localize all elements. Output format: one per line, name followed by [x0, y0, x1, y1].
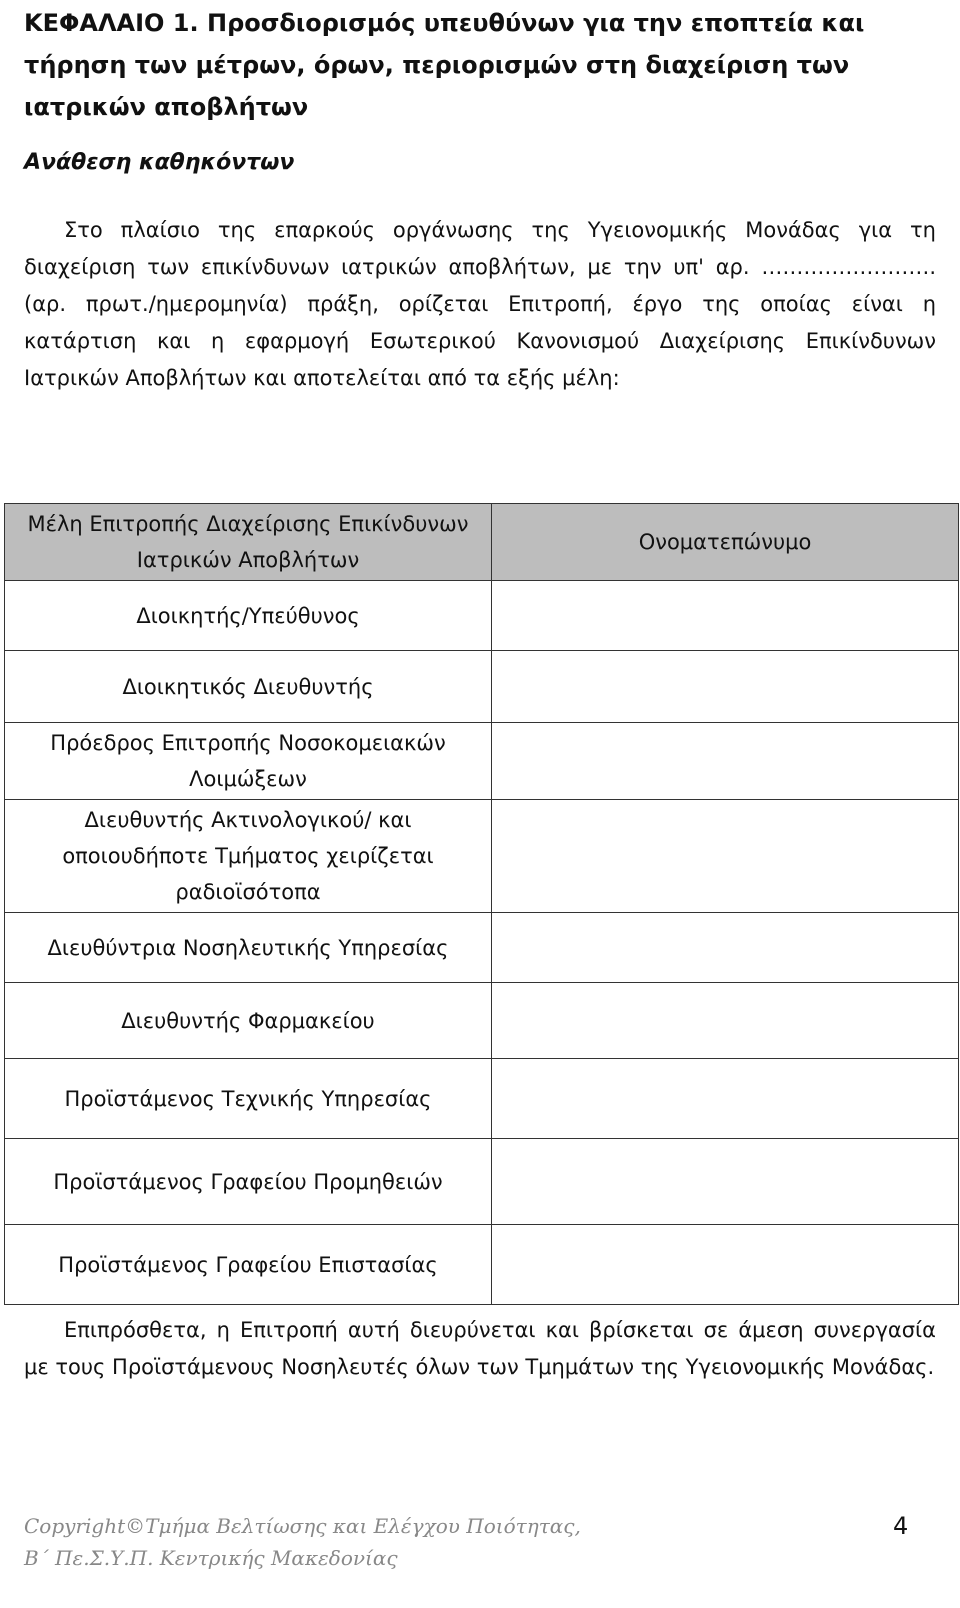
table-row	[5, 913, 959, 983]
name-cell[interactable]	[492, 913, 959, 983]
table-row	[5, 651, 959, 723]
table-row	[5, 1225, 959, 1305]
role-cell: Προϊστάμενος Γραφείου Επιστασίας	[5, 1225, 492, 1305]
name-cell[interactable]	[492, 800, 959, 913]
footer-copyright: Copyright©Τμήμα Βελτίωσης και Ελέγχου Ποιότητας,	[24, 1514, 581, 1538]
page-number: 4	[893, 1512, 909, 1540]
committee-members-table	[4, 503, 959, 1305]
role-cell: Πρόεδρος Επιτροπής Νοσοκομειακών Λοιμώξεων	[5, 723, 492, 800]
name-cell[interactable]	[492, 983, 959, 1059]
role-cell: Διευθυντής Ακτινολογικού/ και οποιουδήποτε Τμήματος χειρίζεται ραδιοϊσότοπα	[5, 800, 492, 913]
table-row	[5, 581, 959, 651]
footer-organization: Β΄ Πε.Σ.Υ.Π. Κεντρικής Μακεδονίας	[24, 1546, 398, 1570]
section-heading: Ανάθεση καθηκόντων	[24, 150, 295, 175]
role-cell: Διοικητής/Υπεύθυνος	[5, 581, 492, 651]
table-row	[5, 1139, 959, 1225]
name-cell[interactable]	[492, 651, 959, 723]
role-cell: Διευθυντής Φαρμακείου	[5, 983, 492, 1059]
footer	[24, 1510, 581, 1574]
chapter-title: ΚΕΦΑΛΑΙΟ 1. Προσδιορισμός υπευθύνων για την εποπτεία και τήρηση των μέτρων, όρων, περιορισμών στη διαχείριση των ιατρικών αποβλήτων	[24, 9, 865, 121]
name-cell[interactable]	[492, 1139, 959, 1225]
role-cell: Διευθύντρια Νοσηλευτικής Υπηρεσίας	[5, 913, 492, 983]
table-row	[5, 800, 959, 913]
table-row	[5, 1059, 959, 1139]
name-cell[interactable]	[492, 581, 959, 651]
table-row	[5, 983, 959, 1059]
table-header-row	[5, 504, 959, 581]
header-name: Ονοματεπώνυμο	[492, 504, 959, 581]
name-cell[interactable]	[492, 1059, 959, 1139]
name-cell[interactable]	[492, 723, 959, 800]
name-cell[interactable]	[492, 1225, 959, 1305]
role-cell: Διοικητικός Διευθυντής	[5, 651, 492, 723]
header-role: Μέλη Επιτροπής Διαχείρισης Επικίνδυνων Ιατρικών Αποβλήτων	[5, 504, 492, 581]
role-cell: Προϊστάμενος Γραφείου Προμηθειών	[5, 1139, 492, 1225]
table-row	[5, 723, 959, 800]
role-cell: Προϊστάμενος Τεχνικής Υπηρεσίας	[5, 1059, 492, 1139]
closing-paragraph: Επιπρόσθετα, η Επιτροπή αυτή διευρύνεται και βρίσκεται σε άμεση συνεργασία με τους Προϊστάμενους Νοσηλευτές όλων των Τμημάτων της Υγειονομικής Μονάδας.	[24, 1318, 936, 1379]
intro-paragraph: Στο πλαίσιο της επαρκούς οργάνωσης της Υγειονομικής Μονάδας για τη διαχείριση των επικίνδυνων ιατρικών αποβλήτων, με την υπ' αρ. ……………………. (αρ. πρωτ./ημερομηνία) πράξη, ορίζεται Επιτροπή, έργο της οποίας είναι η κατάρτιση και η εφαρμογή Εσωτερικού Κανονισμού Διαχείρισης Επικίνδυνων Ιατρικών Αποβλήτων και αποτελείται από τα εξής μέλη:	[24, 218, 936, 390]
